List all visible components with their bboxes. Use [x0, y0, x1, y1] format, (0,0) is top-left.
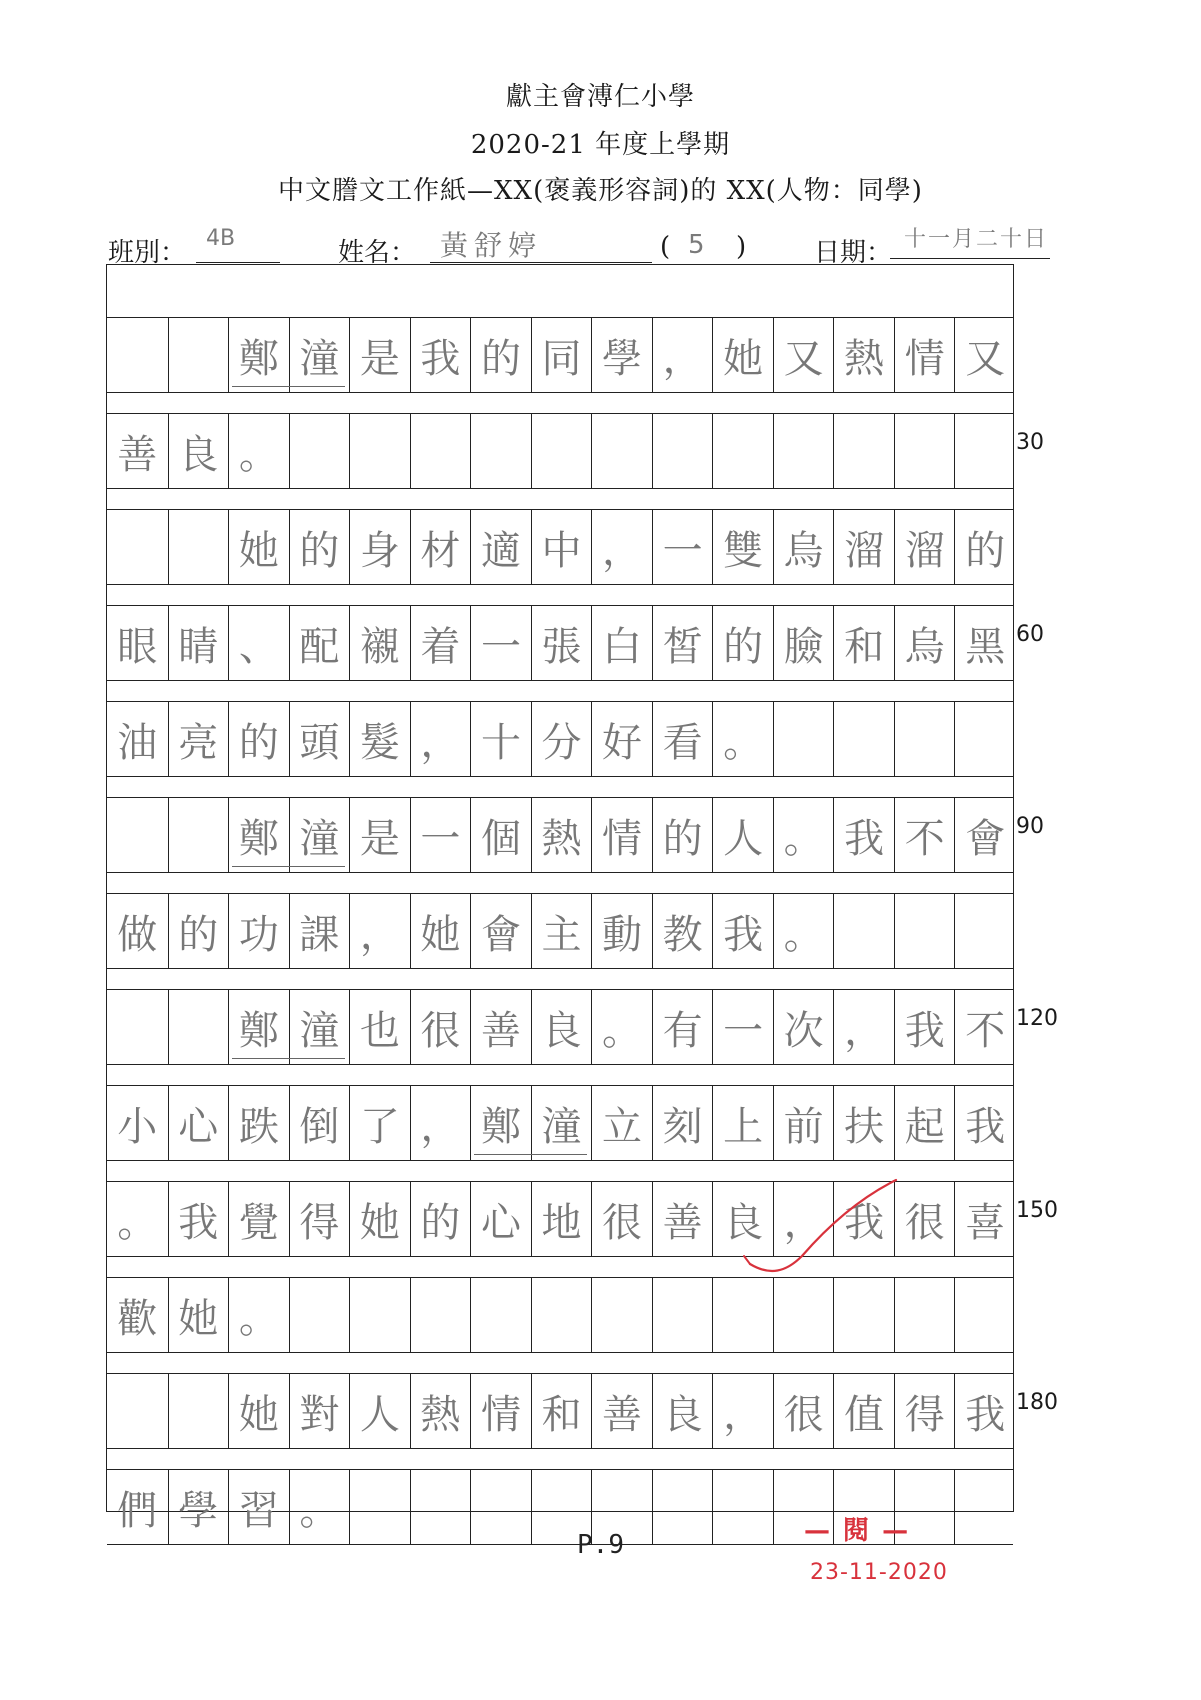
grid-cell: 的 [470, 318, 531, 392]
grid-cell [168, 990, 229, 1064]
grid-cell: 鄭 [470, 1086, 531, 1160]
class-underline [196, 262, 280, 263]
grid-cell: 地 [531, 1182, 592, 1256]
grid-cell [652, 1278, 713, 1352]
grid-row [107, 1085, 1013, 1161]
grid-cell: 和 [531, 1374, 592, 1448]
grid-cell: 的 [954, 510, 1015, 584]
grid-cell: 我 [833, 798, 894, 872]
grid-cell: 是 [349, 318, 410, 392]
grid-cell: 也 [349, 990, 410, 1064]
stamp-date: 23-11-2020 [810, 1560, 948, 1585]
grid-cell [833, 894, 894, 968]
grid-cell: 個 [470, 798, 531, 872]
number-open: ( [660, 232, 671, 262]
grid-cell [107, 798, 168, 872]
grid-cell: 我 [168, 1182, 229, 1256]
grid-cell: 和 [833, 606, 894, 680]
grid-cell: 學 [168, 1470, 229, 1544]
grid-cell: 的 [410, 1182, 471, 1256]
grid-cell: 潼 [531, 1086, 592, 1160]
grid-cell: 油 [117, 719, 158, 766]
grid-row [107, 893, 1013, 969]
grid-cell: 皙 [652, 606, 713, 680]
grid-cell: 覺 [228, 1182, 289, 1256]
grid-cell [833, 702, 894, 776]
grid-cell: 她 [168, 1278, 229, 1352]
grid-cell: 她 [712, 318, 773, 392]
grid-cell: 十 [470, 702, 531, 776]
grid-cell: 潼 [289, 990, 350, 1064]
name-value: 黃舒婷 [440, 229, 543, 262]
grid-cell: 們 [117, 1487, 158, 1534]
number-close: ) [736, 232, 747, 262]
grid-row [107, 317, 1013, 393]
grid-row [107, 701, 1013, 777]
grid-cell: 的 [168, 894, 229, 968]
grid-cell: 做 [117, 911, 158, 958]
grid-cell [349, 414, 410, 488]
grid-cell: 材 [410, 510, 471, 584]
grid-cell: 善 [470, 990, 531, 1064]
grid-cell: 有 [652, 990, 713, 1064]
grid-cell [712, 414, 773, 488]
grid-cell: 張 [531, 606, 592, 680]
grid-cell: 的 [289, 510, 350, 584]
grid-cell: 的 [228, 702, 289, 776]
grid-cell: 不 [894, 798, 955, 872]
grid-cell: 鄭 [228, 798, 289, 872]
grid-cell [591, 1278, 652, 1352]
grid-cell: 我 [954, 1086, 1015, 1160]
grid-cell: 學 [591, 318, 652, 392]
grid-cell: 動 [591, 894, 652, 968]
grid-cell: 。 [228, 1278, 289, 1352]
grid-cell [591, 414, 652, 488]
grid-cell: 分 [531, 702, 592, 776]
grid-cell: 喜 [954, 1182, 1015, 1256]
grid-cell: 上 [712, 1086, 773, 1160]
grid-cell: 課 [289, 894, 350, 968]
grid-cell [349, 1278, 410, 1352]
grid-cell: 。 [773, 894, 834, 968]
grid-cell: 情 [591, 798, 652, 872]
grid-cell: 。 [712, 702, 773, 776]
proper-name-underline [232, 386, 345, 387]
writing-grid [106, 264, 1014, 1534]
grid-cell [168, 1374, 229, 1448]
row-count-label: 180 [1016, 1390, 1058, 1415]
grid-cell: 烏 [894, 606, 955, 680]
class-label: 班別： [108, 238, 187, 268]
row-count-label: 120 [1016, 1006, 1058, 1031]
term-title: 2020-21 年度上學期 [470, 130, 731, 160]
grid-cell: 黑 [954, 606, 1015, 680]
grid-cell: 好 [591, 702, 652, 776]
date-label: 日期： [814, 238, 893, 268]
grid-cell: 眼 [117, 623, 158, 670]
grid-cell: 扶 [833, 1086, 894, 1160]
grid-cell: ， [652, 318, 713, 392]
grid-row [107, 1373, 1013, 1449]
grid-cell: 的 [712, 606, 773, 680]
grid-cell: 的 [652, 798, 713, 872]
grid-cell: 中 [531, 510, 592, 584]
grid-cell: 配 [289, 606, 350, 680]
grid-row [107, 413, 1013, 489]
reviewed-stamp: — 閱 — [804, 1516, 911, 1546]
grid-cell: 潼 [289, 798, 350, 872]
grid-cell: 我 [833, 1182, 894, 1256]
grid-cell: 主 [531, 894, 592, 968]
grid-cell: 習 [228, 1470, 289, 1544]
grid-row [107, 989, 1013, 1065]
grid-cell: 歡 [117, 1295, 158, 1342]
grid-cell: 頭 [289, 702, 350, 776]
grid-row [107, 509, 1013, 585]
grid-cell: 潼 [289, 318, 350, 392]
proper-name-underline [474, 1154, 587, 1155]
grid-cell: ， [773, 1182, 834, 1256]
grid-cell [773, 702, 834, 776]
name-label: 姓名： [338, 238, 417, 268]
grid-cell: 我 [894, 990, 955, 1064]
grid-cell: 很 [894, 1182, 955, 1256]
grid-cell: 睛 [168, 606, 229, 680]
worksheet-title: 中文謄文工作紙—XX(褒義形容詞)的 XX(人物：同學) [278, 176, 923, 206]
grid-cell: ， [712, 1374, 773, 1448]
grid-cell: 。 [591, 990, 652, 1064]
grid-cell: ， [591, 510, 652, 584]
grid-cell: 襯 [349, 606, 410, 680]
grid-cell: 溜 [833, 510, 894, 584]
grid-cell [894, 414, 955, 488]
grid-cell: 髮 [349, 702, 410, 776]
grid-cell: 看 [652, 702, 713, 776]
grid-cell: 一 [470, 606, 531, 680]
date-underline [890, 258, 1050, 259]
grid-cell: 情 [894, 318, 955, 392]
grid-cell: 亮 [168, 702, 229, 776]
grid-cell [470, 414, 531, 488]
grid-cell [954, 702, 1015, 776]
grid-cell: 我 [954, 1374, 1015, 1448]
grid-cell: 善 [117, 431, 158, 478]
class-value: 4B [206, 226, 236, 251]
grid-cell [833, 414, 894, 488]
grid-cell: ， [349, 894, 410, 968]
grid-cell [107, 990, 168, 1064]
grid-cell [894, 702, 955, 776]
row-count-label: 30 [1016, 430, 1044, 455]
grid-cell [652, 414, 713, 488]
grid-cell: ， [833, 990, 894, 1064]
grid-cell: 心 [168, 1086, 229, 1160]
grid-cell: 烏 [773, 510, 834, 584]
grid-cell: 良 [712, 1182, 773, 1256]
grid-cell: ， [410, 1086, 471, 1160]
grid-cell: 她 [228, 510, 289, 584]
grid-cell: 值 [833, 1374, 894, 1448]
grid-cell: 她 [228, 1374, 289, 1448]
grid-cell: 鄭 [228, 318, 289, 392]
grid-cell: 。 [773, 798, 834, 872]
row-count-label: 150 [1016, 1198, 1058, 1223]
grid-cell: 一 [712, 990, 773, 1064]
grid-cell [289, 1278, 350, 1352]
grid-cell: 。 [228, 414, 289, 488]
grid-cell: 我 [712, 894, 773, 968]
grid-cell: 着 [410, 606, 471, 680]
grid-cell: 小 [117, 1103, 158, 1150]
grid-cell: 熱 [531, 798, 592, 872]
grid-cell: 會 [470, 894, 531, 968]
grid-cell: 得 [894, 1374, 955, 1448]
grid-cell: 熱 [833, 318, 894, 392]
grid-cell: 人 [712, 798, 773, 872]
grid-cell [168, 798, 229, 872]
grid-cell: 人 [349, 1374, 410, 1448]
grid-cell: 白 [591, 606, 652, 680]
grid-cell [954, 1278, 1015, 1352]
grid-cell: 很 [591, 1182, 652, 1256]
grid-row [107, 797, 1013, 873]
proper-name-underline [232, 866, 345, 867]
grid-cell [107, 510, 168, 584]
grid-cell [410, 414, 471, 488]
grid-cell: 會 [954, 798, 1015, 872]
grid-cell: 了 [349, 1086, 410, 1160]
grid-cell [954, 414, 1015, 488]
grid-cell: 很 [773, 1374, 834, 1448]
grid-cell: 。 [117, 1199, 158, 1246]
grid-cell: 刻 [652, 1086, 713, 1160]
grid-cell: 良 [652, 1374, 713, 1448]
grid-cell: 是 [349, 798, 410, 872]
grid-cell: 、 [228, 606, 289, 680]
grid-cell: 熱 [410, 1374, 471, 1448]
grid-cell: 很 [410, 990, 471, 1064]
grid-cell: 倒 [289, 1086, 350, 1160]
grid-cell: 她 [349, 1182, 410, 1256]
grid-cell [773, 414, 834, 488]
name-underline [430, 262, 652, 263]
grid-cell: 心 [470, 1182, 531, 1256]
grid-cell: 得 [289, 1182, 350, 1256]
grid-cell [107, 318, 168, 392]
grid-cell: 良 [168, 414, 229, 488]
row-count-label: 90 [1016, 814, 1044, 839]
grid-cell: 一 [652, 510, 713, 584]
grid-cell: 又 [954, 318, 1015, 392]
grid-cell: 我 [410, 318, 471, 392]
grid-cell: 一 [410, 798, 471, 872]
page-number: P.9 [577, 1530, 624, 1560]
grid-cell: 善 [652, 1182, 713, 1256]
grid-cell: 起 [894, 1086, 955, 1160]
grid-cell: 前 [773, 1086, 834, 1160]
grid-cell: 教 [652, 894, 713, 968]
number-value: 5 [688, 230, 705, 260]
proper-name-underline [232, 1058, 345, 1059]
grid-cell: 又 [773, 318, 834, 392]
grid-cell: 功 [228, 894, 289, 968]
grid-cell: ， [410, 702, 471, 776]
grid-cell [470, 1278, 531, 1352]
row-count-label: 60 [1016, 622, 1044, 647]
grid-cell [168, 318, 229, 392]
grid-cell [410, 1278, 471, 1352]
grid-cell [107, 1374, 168, 1448]
grid-cell [289, 414, 350, 488]
grid-cell: 雙 [712, 510, 773, 584]
grid-cell: 對 [289, 1374, 350, 1448]
grid-cell: 立 [591, 1086, 652, 1160]
grid-cell [954, 894, 1015, 968]
grid-cell: 跌 [228, 1086, 289, 1160]
grid-cell: 。 [289, 1470, 350, 1544]
grid-cell: 適 [470, 510, 531, 584]
grid-cell [168, 510, 229, 584]
grid-cell: 鄭 [228, 990, 289, 1064]
grid-cell [531, 1278, 592, 1352]
grid-cell: 善 [591, 1374, 652, 1448]
grid-cell: 同 [531, 318, 592, 392]
grid-cell: 身 [349, 510, 410, 584]
grid-cell: 不 [954, 990, 1015, 1064]
date-value: 十一月二十日 [904, 227, 1049, 252]
grid-cell: 臉 [773, 606, 834, 680]
grid-cell: 她 [410, 894, 471, 968]
grid-cell: 次 [773, 990, 834, 1064]
grid-cell: 情 [470, 1374, 531, 1448]
grid-cell [531, 414, 592, 488]
grid-cell [894, 894, 955, 968]
grid-cell: 良 [531, 990, 592, 1064]
school-name: 獻主會溥仁小學 [505, 82, 695, 112]
grid-row [107, 605, 1013, 681]
check-mark-icon [740, 1160, 910, 1300]
grid-cell: 溜 [894, 510, 955, 584]
